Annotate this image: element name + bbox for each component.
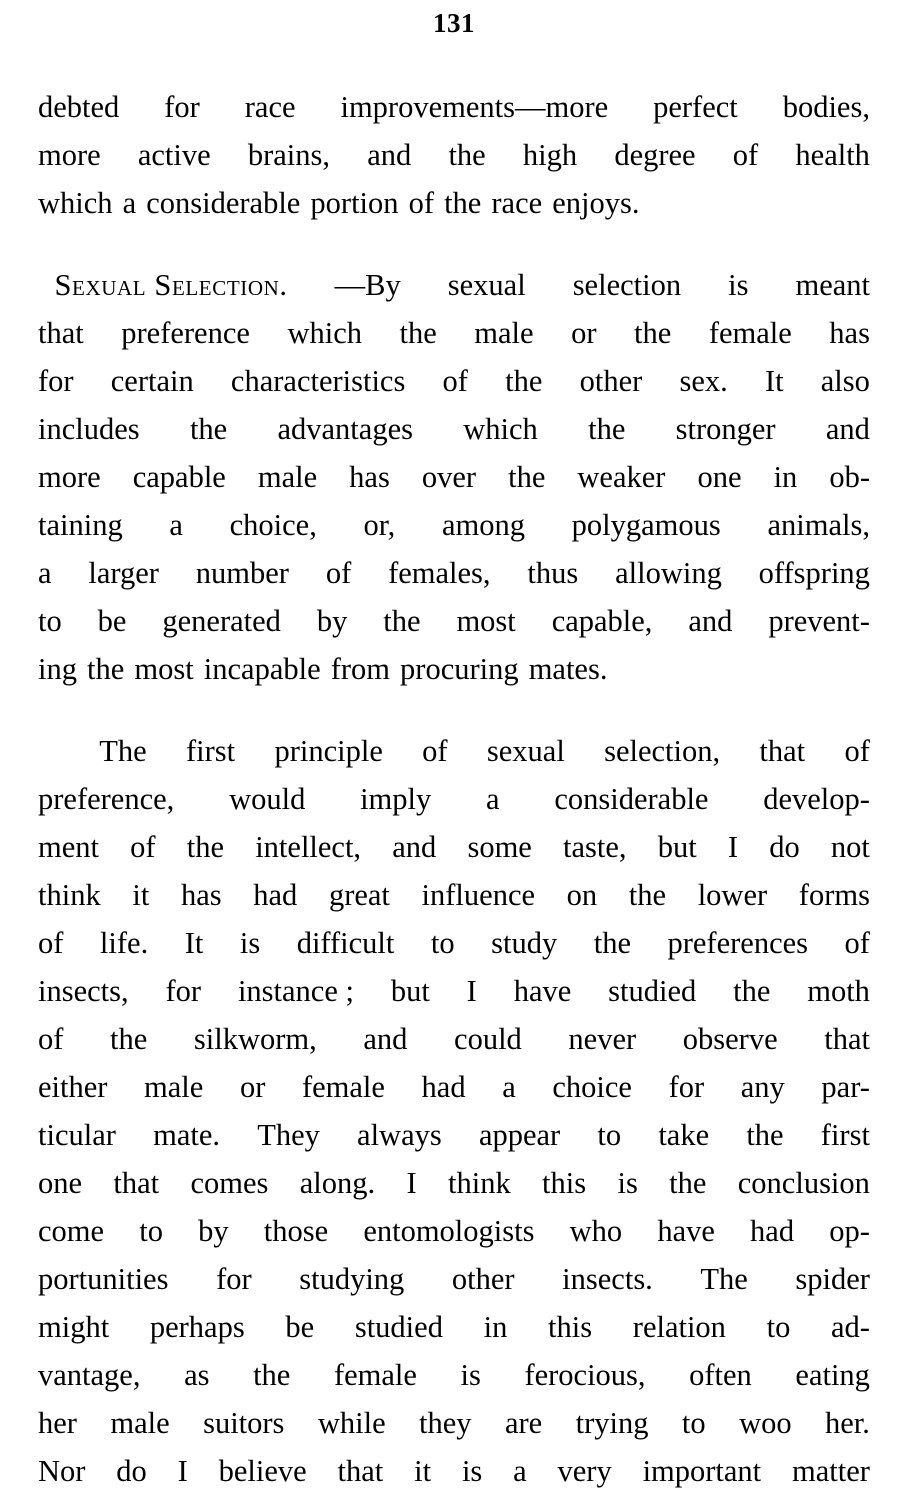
word: mates. — [528, 652, 608, 686]
word: and — [363, 1022, 408, 1056]
word: a — [169, 508, 183, 542]
word: of — [844, 734, 870, 768]
word: entomologists — [363, 1214, 535, 1248]
word: that — [759, 734, 806, 768]
word: certain — [110, 364, 194, 398]
word: a — [122, 186, 137, 220]
word: ad- — [831, 1310, 870, 1344]
word: larger — [88, 556, 159, 590]
text-line — [38, 597, 870, 645]
para-2 — [38, 261, 870, 693]
word: or, — [363, 508, 396, 542]
word: The — [99, 734, 147, 768]
word: generated — [162, 604, 281, 638]
word: Nor — [38, 1454, 86, 1488]
word: but — [390, 974, 430, 1008]
word: trying — [575, 1406, 649, 1440]
word: perfect — [653, 90, 738, 124]
word: of — [422, 734, 448, 768]
word: or — [239, 1070, 266, 1104]
word: forms — [798, 878, 870, 912]
word: studied — [608, 974, 697, 1008]
word: study — [491, 926, 558, 960]
text-line — [38, 357, 870, 405]
word: not — [830, 830, 870, 864]
word: a — [513, 1454, 527, 1488]
word: intellect, — [255, 830, 362, 864]
word: while — [317, 1406, 386, 1440]
word: silkworm, — [193, 1022, 317, 1056]
text-line — [38, 453, 870, 501]
word: sexual — [447, 268, 526, 302]
word: this — [548, 1310, 593, 1344]
para-1 — [38, 83, 870, 227]
word: considerable — [554, 782, 709, 816]
word: more — [38, 460, 101, 494]
word: for — [165, 974, 202, 1008]
word: her. — [825, 1406, 870, 1440]
word: principle — [274, 734, 383, 768]
word: number — [195, 556, 289, 590]
word: the — [448, 138, 486, 172]
word: is — [239, 926, 261, 960]
word: procuring — [400, 652, 519, 686]
word: vantage, — [38, 1358, 141, 1392]
word: mate. — [153, 1118, 220, 1152]
word: also — [820, 364, 870, 398]
word: moth — [807, 974, 870, 1008]
word: think — [448, 1166, 511, 1200]
word: often — [689, 1358, 752, 1392]
word: ment — [38, 830, 99, 864]
word: par- — [821, 1070, 870, 1104]
word: that — [38, 316, 84, 350]
text-line — [38, 405, 870, 453]
word: take — [658, 1118, 710, 1152]
word: observe — [682, 1022, 778, 1056]
word: great — [328, 878, 390, 912]
word: includes — [38, 412, 140, 446]
word: who — [569, 1214, 623, 1248]
word: the — [399, 316, 437, 350]
word: capable — [132, 460, 226, 494]
word: for — [164, 90, 200, 124]
word: think — [38, 878, 101, 912]
word: the — [444, 186, 482, 220]
word: and — [688, 604, 733, 638]
word: polygamous — [571, 508, 721, 542]
word: female — [333, 1358, 417, 1392]
word: a — [502, 1070, 516, 1104]
word: preferences — [667, 926, 809, 960]
word: insects. — [562, 1262, 653, 1296]
word: the — [669, 1166, 707, 1200]
word: the — [189, 412, 228, 446]
word: thus — [527, 556, 579, 590]
word: of — [844, 926, 870, 960]
word: do — [769, 830, 800, 864]
word: of — [130, 830, 156, 864]
word: degree — [614, 138, 696, 172]
word: debted — [38, 90, 120, 124]
text-line — [38, 967, 870, 1015]
word: would — [229, 782, 306, 816]
text-line — [38, 501, 870, 549]
word: male — [110, 1406, 170, 1440]
word: this — [542, 1166, 587, 1200]
word: choice — [552, 1070, 632, 1104]
word: to — [38, 604, 62, 638]
line-indent — [38, 727, 60, 775]
word: taste, — [563, 830, 627, 864]
word: do — [116, 1454, 147, 1488]
text-line — [38, 871, 870, 919]
word: conclusion — [737, 1166, 870, 1200]
word: I — [466, 974, 477, 1008]
word: that — [337, 1454, 384, 1488]
word: It — [184, 926, 204, 960]
word: that — [824, 1022, 870, 1056]
word: the — [383, 604, 421, 638]
word: her — [38, 1406, 77, 1440]
word: and — [367, 138, 412, 172]
word: or — [571, 316, 597, 350]
word: either — [38, 1070, 108, 1104]
text-line — [38, 1015, 870, 1063]
word: a — [486, 782, 500, 816]
word: the — [593, 926, 631, 960]
word: very — [557, 1454, 612, 1488]
word: more — [38, 138, 101, 172]
word: be — [97, 604, 127, 638]
word: on — [566, 878, 598, 912]
word: of — [408, 186, 434, 220]
word: They — [257, 1118, 320, 1152]
text-line — [38, 261, 870, 309]
para-3 — [38, 727, 870, 1495]
word: female — [708, 316, 792, 350]
word: to — [597, 1118, 622, 1152]
word: believe — [218, 1454, 307, 1488]
word: the — [253, 1358, 291, 1392]
word: the — [588, 412, 626, 446]
word: imply — [360, 782, 432, 816]
word: ticular — [38, 1118, 116, 1152]
word: weaker — [577, 460, 666, 494]
word: studied — [354, 1310, 443, 1344]
section-heading: Sexual Selection. — [38, 268, 288, 302]
word: op- — [829, 1214, 870, 1248]
word: most — [134, 652, 194, 686]
word: for — [668, 1070, 705, 1104]
word: by — [198, 1214, 229, 1248]
text-line — [38, 549, 870, 597]
word: matter — [792, 1454, 870, 1488]
page-number: 131 — [433, 8, 475, 38]
text-line — [38, 1351, 870, 1399]
word: enjoys. — [552, 186, 640, 220]
word: ob- — [829, 460, 870, 494]
word: taining — [38, 508, 123, 542]
text-line — [38, 1207, 870, 1255]
word: is — [617, 1166, 638, 1200]
word: allowing — [615, 556, 722, 590]
word: first — [186, 734, 236, 768]
word: along. — [299, 1166, 376, 1200]
text-line — [38, 83, 870, 131]
word: first — [820, 1118, 870, 1152]
word: some — [467, 830, 532, 864]
word: and — [392, 830, 437, 864]
word: has — [349, 460, 390, 494]
word: sexual — [486, 734, 565, 768]
word: I — [727, 830, 739, 864]
text-line — [38, 1447, 870, 1495]
word: selection, — [604, 734, 721, 768]
text-line — [38, 309, 870, 357]
word: selection — [572, 268, 682, 302]
text-line — [38, 645, 870, 693]
word: which — [38, 186, 113, 220]
word: the — [508, 460, 546, 494]
text-line — [38, 1399, 870, 1447]
word: male — [257, 460, 318, 494]
word: in — [773, 460, 798, 494]
word: and — [825, 412, 870, 446]
word: one — [38, 1166, 83, 1200]
word: studying — [299, 1262, 405, 1296]
word: the — [110, 1022, 148, 1056]
word: male — [144, 1070, 204, 1104]
word: is — [460, 1358, 481, 1392]
word: influence — [421, 878, 536, 912]
word: have — [657, 1214, 715, 1248]
text-line — [38, 1303, 870, 1351]
word: improvements—more — [340, 90, 609, 124]
word: race — [244, 90, 296, 124]
word: always — [357, 1118, 442, 1152]
text-line — [38, 179, 870, 227]
word: has — [829, 316, 870, 350]
word: insects, — [38, 974, 129, 1008]
word: for — [216, 1262, 252, 1296]
word: over — [421, 460, 477, 494]
word: of — [38, 926, 64, 960]
word: which — [463, 412, 538, 446]
word: spider — [795, 1262, 870, 1296]
word: ferocious, — [524, 1358, 646, 1392]
word: suitors — [203, 1406, 285, 1440]
word: health — [795, 138, 870, 172]
word: might — [38, 1310, 110, 1344]
word: that — [113, 1166, 160, 1200]
word: have — [513, 974, 572, 1008]
word: to — [139, 1214, 163, 1248]
text-line — [38, 775, 870, 823]
word: preference — [121, 316, 250, 350]
word: sex. — [679, 364, 728, 398]
word: they — [419, 1406, 472, 1440]
word: the — [634, 316, 672, 350]
word: preference, — [38, 782, 175, 816]
word: bodies, — [782, 90, 870, 124]
text-line — [38, 727, 870, 775]
word: had — [750, 1214, 795, 1248]
word: capable, — [551, 604, 653, 638]
word: comes — [190, 1166, 269, 1200]
word: The — [700, 1262, 748, 1296]
word: are — [504, 1406, 543, 1440]
word: come — [38, 1214, 105, 1248]
word: for — [38, 364, 74, 398]
word: in — [483, 1310, 508, 1344]
word: it — [132, 878, 150, 912]
word: the — [87, 652, 125, 686]
word: to — [430, 926, 455, 960]
word: considerable — [146, 186, 301, 220]
word: the — [628, 878, 667, 912]
text-line — [38, 131, 870, 179]
word: appear — [478, 1118, 561, 1152]
text-line — [38, 823, 870, 871]
word: has — [180, 878, 222, 912]
word: difficult — [296, 926, 395, 960]
word: from — [330, 652, 390, 686]
word: but — [657, 830, 697, 864]
word: animals, — [767, 508, 870, 542]
word: most — [456, 604, 516, 638]
word: eating — [795, 1358, 870, 1392]
word: I — [406, 1166, 417, 1200]
word: any — [740, 1070, 785, 1104]
word: by — [316, 604, 348, 638]
word: could — [454, 1022, 522, 1056]
word: one — [697, 460, 742, 494]
word: stronger — [675, 412, 776, 446]
word: among — [441, 508, 525, 542]
word: characteristics — [230, 364, 406, 398]
word: lower — [697, 878, 768, 912]
word: is — [461, 1454, 483, 1488]
word: female — [301, 1070, 385, 1104]
text-line — [38, 1255, 870, 1303]
word: develop- — [763, 782, 870, 816]
word: high — [522, 138, 578, 172]
word: instance ; — [237, 974, 354, 1008]
word: active — [137, 138, 211, 172]
word: had — [253, 878, 298, 912]
word: a — [38, 556, 52, 590]
word: females, — [388, 556, 491, 590]
word: the — [186, 830, 225, 864]
word: of — [442, 364, 468, 398]
word: male — [474, 316, 534, 350]
word: brains, — [247, 138, 331, 172]
word: choice, — [229, 508, 317, 542]
word: advantages — [277, 412, 413, 446]
text-line — [38, 1111, 870, 1159]
word: relation — [632, 1310, 726, 1344]
word: as — [184, 1358, 210, 1392]
word: offspring — [758, 556, 870, 590]
word: life. — [99, 926, 149, 960]
word: prevent- — [768, 604, 870, 638]
word: of — [325, 556, 352, 590]
text-line — [38, 919, 870, 967]
word: incapable — [203, 652, 321, 686]
word: the — [733, 974, 771, 1008]
word: of — [38, 1022, 64, 1056]
word: had — [421, 1070, 466, 1104]
word: It — [764, 364, 784, 398]
word: is — [728, 268, 749, 302]
word: I — [177, 1454, 188, 1488]
document-page — [0, 8, 908, 1488]
word: portion — [310, 186, 399, 220]
word: meant — [795, 268, 870, 302]
word: the — [746, 1118, 784, 1152]
word: be — [285, 1310, 315, 1344]
word: never — [568, 1022, 637, 1056]
word: portunities — [38, 1262, 169, 1296]
word: other — [451, 1262, 515, 1296]
word: ing — [38, 652, 77, 686]
page-body — [38, 83, 870, 1495]
word: those — [263, 1214, 329, 1248]
word: which — [287, 316, 362, 350]
text-line — [38, 1159, 870, 1207]
paragraph-list — [38, 83, 870, 1495]
text-line — [38, 1063, 870, 1111]
word: important — [642, 1454, 762, 1488]
word: to — [766, 1310, 791, 1344]
word: to — [681, 1406, 706, 1440]
word: the — [505, 364, 543, 398]
word: woo — [739, 1406, 792, 1440]
word: it — [414, 1454, 432, 1488]
word: race — [491, 186, 543, 220]
word: of — [732, 138, 759, 172]
word: —By — [334, 268, 401, 302]
word: perhaps — [149, 1310, 245, 1344]
word: other — [579, 364, 643, 398]
